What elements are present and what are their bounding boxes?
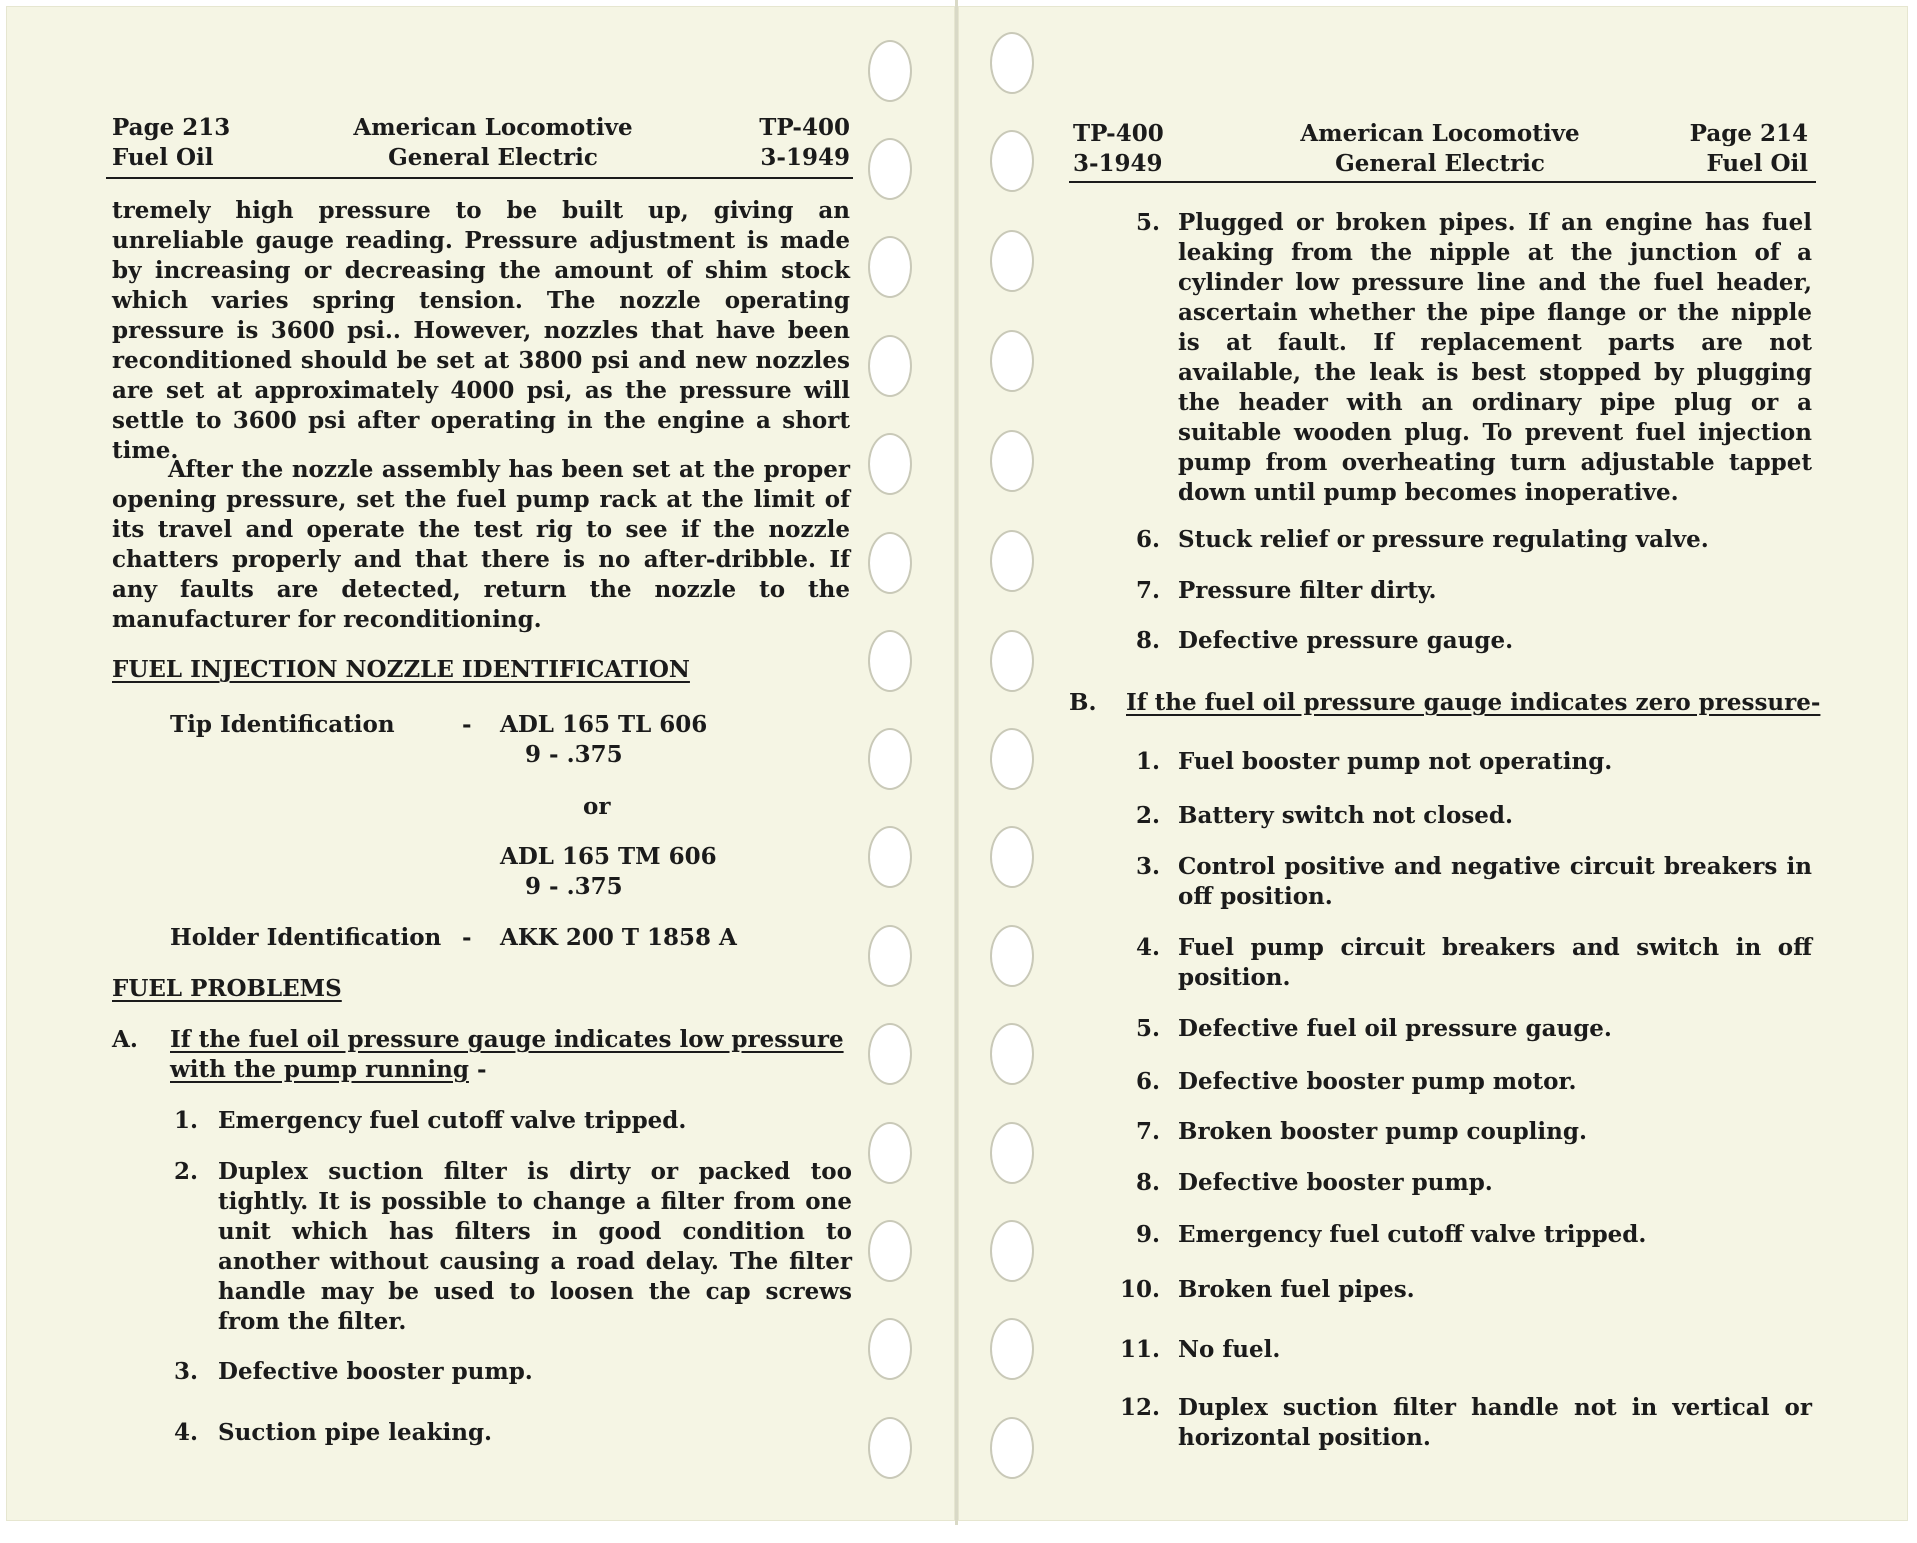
binder-hole — [868, 40, 912, 102]
list-item-number: 10. — [1119, 1276, 1160, 1303]
tip-code-1: ADL 165 TL 606 — [500, 711, 708, 738]
left-company-line1: American Locomotive — [353, 114, 633, 141]
binder-hole — [868, 138, 912, 200]
tip-code-2: ADL 165 TM 606 — [500, 843, 717, 870]
list-item-text: Emergency fuel cutoff valve tripped. — [218, 1107, 687, 1134]
left-doc-number: TP-400 — [759, 114, 850, 141]
list-item-text: Plugged or broken pipes. If an engine has fuel leaking from the nipple at the junction of a cylinder low pressure line and the fuel header, ascertain whether the pipe flange or the nipple is at fault. If replacement parts are not available, the leak is best stopped by plugging the header with an ordinary pipe plug or a suitable wooden plug. To prevent fuel injection pump from overheating turn adjustable tappet down until pump becomes inoperative. — [1178, 209, 1812, 506]
binder-hole — [990, 1220, 1034, 1282]
binder-hole — [990, 330, 1034, 392]
list-item-number: 8. — [1135, 1169, 1160, 1196]
binder-hole — [990, 230, 1034, 292]
section-b-letter: B. — [1069, 689, 1097, 716]
binder-hole — [990, 430, 1034, 492]
page-gutter — [955, 0, 958, 1525]
tip-identification-label: Tip Identification — [170, 711, 395, 738]
section-b-heading: If the fuel oil pressure gauge indicates zero pressure- — [1126, 689, 1821, 716]
or-text: or — [583, 793, 611, 820]
binder-hole — [990, 826, 1034, 888]
tip-code-1-sub: 9 - .375 — [525, 741, 623, 768]
binder-hole — [990, 130, 1034, 192]
binder-hole — [990, 1417, 1034, 1479]
list-item-text: Emergency fuel cutoff valve tripped. — [1178, 1221, 1647, 1248]
right-section-name: Fuel Oil — [1706, 150, 1808, 177]
list-item-number: 7. — [1135, 1118, 1160, 1145]
binder-hole — [990, 530, 1034, 592]
right-company-line1: American Locomotive — [1300, 120, 1580, 147]
binder-hole — [868, 1220, 912, 1282]
list-item-text: Fuel booster pump not operating. — [1178, 748, 1613, 775]
right-page-number: Page 214 — [1689, 120, 1808, 147]
list-item-text: Broken fuel pipes. — [1178, 1276, 1415, 1303]
binder-hole — [990, 925, 1034, 987]
list-item-number: 3. — [1135, 853, 1160, 880]
list-item-text: Defective booster pump. — [1178, 1169, 1493, 1196]
list-item-text: Defective booster pump motor. — [1178, 1068, 1577, 1095]
list-item-text: Defective booster pump. — [218, 1358, 533, 1385]
right-doc-date: 3-1949 — [1073, 150, 1163, 177]
list-item-number: 4. — [1135, 934, 1160, 961]
list-item-number: 2. — [173, 1158, 198, 1185]
list-item-number: 5. — [1135, 1015, 1160, 1042]
list-item-text: Stuck relief or pressure regulating valve. — [1178, 526, 1709, 553]
fuel-problems-heading: FUEL PROBLEMS — [112, 975, 342, 1002]
left-paragraph-1: tremely high pressure to be built up, giving an unreliable gauge reading. Pressure adjustment is made by increasing or decreasing the amount of shim stock which varies spring tension. The nozzle operating pressure is 3600 psi.. However, nozzles that have been reconditioned should be set at 3800 psi and new nozzles are set at approximately 4000 psi, as the pressure will settle to 3600 psi after operating in the engine a short time. — [112, 197, 850, 464]
binder-hole — [868, 1318, 912, 1380]
list-item-number: 7. — [1135, 577, 1160, 604]
list-item-text: Fuel pump circuit breakers and switch in off position. — [1178, 934, 1812, 991]
binder-hole — [868, 1023, 912, 1085]
binder-hole — [990, 32, 1034, 94]
right-doc-number: TP-400 — [1073, 120, 1164, 147]
section-a-line2: with the pump running — [170, 1056, 469, 1083]
list-item-number: 9. — [1135, 1221, 1160, 1248]
holder-code: AKK 200 T 1858 A — [500, 924, 737, 951]
binder-hole — [868, 433, 912, 495]
list-item-text: Defective pressure gauge. — [1178, 627, 1514, 654]
binder-hole — [868, 728, 912, 790]
binder-hole — [868, 925, 912, 987]
left-page-number: Page 213 — [112, 114, 231, 141]
list-item-number: 1. — [1135, 748, 1160, 775]
binder-hole — [868, 1122, 912, 1184]
left-doc-date: 3-1949 — [760, 144, 850, 171]
section-a-suffix: - — [468, 1056, 487, 1083]
list-item-number: 5. — [1135, 209, 1160, 236]
nozzle-identification-heading: FUEL INJECTION NOZZLE IDENTIFICATION — [112, 656, 690, 683]
binder-hole — [868, 630, 912, 692]
right-company-line2: General Electric — [1335, 150, 1545, 177]
holder-dash: - — [462, 924, 472, 951]
left-header-rule — [106, 177, 853, 179]
binder-hole — [868, 236, 912, 298]
list-item-number: 1. — [173, 1107, 198, 1134]
list-item-number: 12. — [1119, 1394, 1160, 1421]
list-item-text: No fuel. — [1178, 1336, 1281, 1363]
binder-hole — [868, 826, 912, 888]
right-header-rule — [1069, 181, 1816, 183]
tip-code-2-sub: 9 - .375 — [525, 873, 623, 900]
binder-hole — [868, 532, 912, 594]
binder-hole — [990, 728, 1034, 790]
list-item-text: Broken booster pump coupling. — [1178, 1118, 1587, 1145]
holder-identification-label: Holder Identification — [170, 924, 442, 951]
left-company-line2: General Electric — [388, 144, 598, 171]
list-item-number: 4. — [173, 1419, 198, 1446]
binder-hole — [868, 1417, 912, 1479]
binder-hole — [990, 1318, 1034, 1380]
section-a-line2-wrap — [170, 1055, 487, 1085]
left-section-name: Fuel Oil — [112, 144, 214, 171]
list-item-text: Battery switch not closed. — [1178, 802, 1514, 829]
list-item-text: Duplex suction filter is dirty or packed too tightly. It is possible to change a filter from one unit which has filters in good condition to another without causing a road delay. The filter handle may be used to loosen the cap screws from the filter. — [218, 1158, 852, 1335]
list-item-text: Pressure filter dirty. — [1178, 577, 1437, 604]
list-item-number: 8. — [1135, 627, 1160, 654]
section-a-line1: If the fuel oil pressure gauge indicates low pressure — [170, 1026, 844, 1053]
tip-dash: - — [462, 711, 472, 738]
list-item-number: 6. — [1135, 1068, 1160, 1095]
list-item-text: Suction pipe leaking. — [218, 1419, 493, 1446]
list-item-number: 2. — [1135, 802, 1160, 829]
binder-hole — [990, 630, 1034, 692]
binder-hole — [990, 1122, 1034, 1184]
list-item-text: Defective fuel oil pressure gauge. — [1178, 1015, 1612, 1042]
list-item-text: Control positive and negative circuit breakers in off position. — [1178, 853, 1812, 910]
list-item-number: 3. — [173, 1358, 198, 1385]
left-paragraph-2: After the nozzle assembly has been set at the proper opening pressure, set the fuel pump rack at the limit of its travel and operate the test rig to see if the nozzle chatters properly and that there is no after-dribble. If any faults are detected, return the nozzle to the manufacturer for reconditioning. — [112, 456, 850, 633]
list-item-text: Duplex suction filter handle not in vertical or horizontal position. — [1178, 1394, 1812, 1451]
list-item-number: 11. — [1119, 1336, 1160, 1363]
section-a-letter: A. — [112, 1026, 138, 1053]
binder-hole — [990, 1023, 1034, 1085]
list-item-number: 6. — [1135, 526, 1160, 553]
binder-hole — [868, 335, 912, 397]
